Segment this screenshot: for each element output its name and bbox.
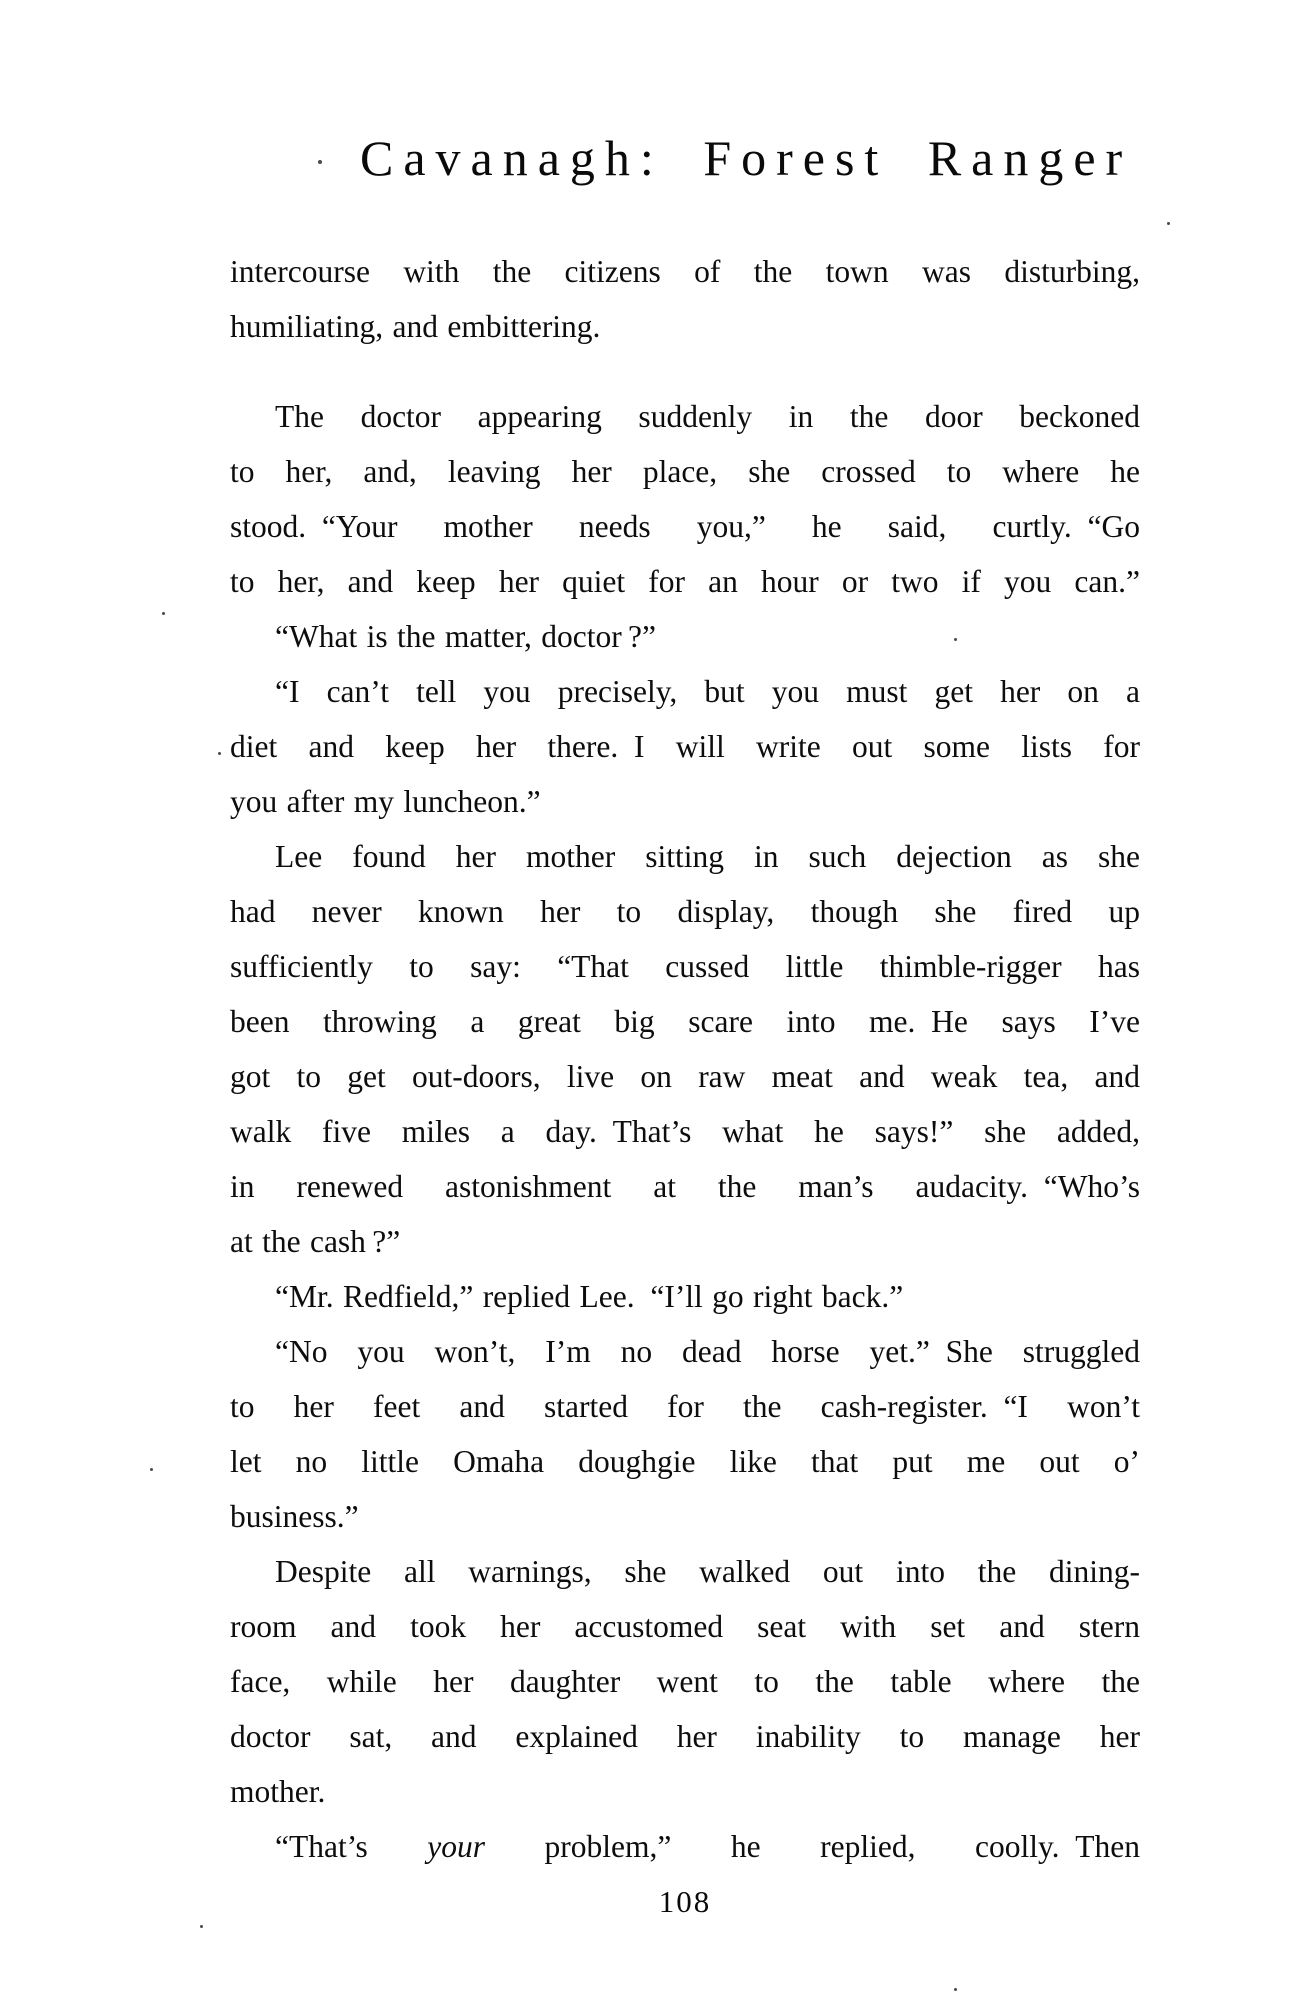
text-line: Lee found her mother sitting in such dejection as she xyxy=(275,839,1140,874)
text-line: diet and keep her there. I will write out some lists for xyxy=(230,729,1140,764)
text-line-with-italic xyxy=(230,1819,1140,1874)
scan-speck xyxy=(318,160,322,164)
text-line: stood. “Your mother needs you,” he said, curtly. “Go xyxy=(230,509,1140,544)
text-line: Despite all warnings, she walked out into the dining- xyxy=(275,1554,1140,1589)
page-number: 108 xyxy=(658,1884,712,1919)
text-line: “Mr. Redfield,” replied Lee. “I’ll go right back.” xyxy=(275,1279,904,1314)
text-line: been throwing a great big scare into me. He says I’ve xyxy=(230,1004,1140,1039)
text-line: walk five miles a day. That’s what he says!” she added, xyxy=(230,1114,1140,1149)
text-line: humiliating, and embittering. xyxy=(230,309,601,344)
text-line: “What is the matter, doctor ?” xyxy=(275,619,657,654)
text-line: room and took her accustomed seat with set and stern xyxy=(230,1609,1140,1644)
text-line: “I can’t tell you precisely, but you must get her on a xyxy=(275,674,1140,709)
text-line: in renewed astonishment at the man’s audacity. “Who’s xyxy=(230,1169,1140,1204)
text-line: at the cash ?” xyxy=(230,1224,401,1259)
text-line: sufficiently to say: “That cussed little thimble-rigger has xyxy=(230,949,1140,984)
text-line: you after my luncheon.” xyxy=(230,784,541,819)
text-line: business.” xyxy=(230,1499,359,1534)
text-line: to her feet and started for the cash-register. “I won’t xyxy=(230,1389,1140,1424)
scan-speck xyxy=(162,612,165,615)
text-line: intercourse with the citizens of the town was disturbing, xyxy=(230,254,1140,289)
scan-speck xyxy=(954,638,957,641)
text-line: had never known her to display, though she fired up xyxy=(230,894,1140,929)
text-line: face, while her daughter went to the table where the xyxy=(230,1664,1140,1699)
text-line: to her, and keep her quiet for an hour or two if you can.” xyxy=(230,564,1140,599)
running-head: Cavanagh: Forest Ranger xyxy=(360,130,1133,186)
text-segment: problem,” he replied, coolly. Then xyxy=(485,1829,1140,1864)
scan-speck xyxy=(150,1468,153,1471)
text-segment: “That’s xyxy=(275,1829,428,1864)
text-block xyxy=(230,244,1140,1874)
italic-word: your xyxy=(427,1829,485,1864)
text-line: “No you won’t, I’m no dead horse yet.” She struggled xyxy=(275,1334,1140,1369)
text-line: got to get out-doors, live on raw meat and weak tea, and xyxy=(230,1059,1140,1094)
text-line: let no little Omaha doughgie like that put me out o’ xyxy=(230,1444,1140,1479)
scan-speck xyxy=(200,1925,203,1928)
scan-speck xyxy=(218,752,221,755)
scan-speck xyxy=(1167,222,1170,225)
scan-speck xyxy=(954,1988,957,1991)
text-line: The doctor appearing suddenly in the door beckoned xyxy=(275,399,1140,434)
text-line: mother. xyxy=(230,1774,326,1809)
text-line: doctor sat, and explained her inability to manage her xyxy=(230,1719,1140,1754)
text-line: to her, and, leaving her place, she crossed to where he xyxy=(230,454,1140,489)
